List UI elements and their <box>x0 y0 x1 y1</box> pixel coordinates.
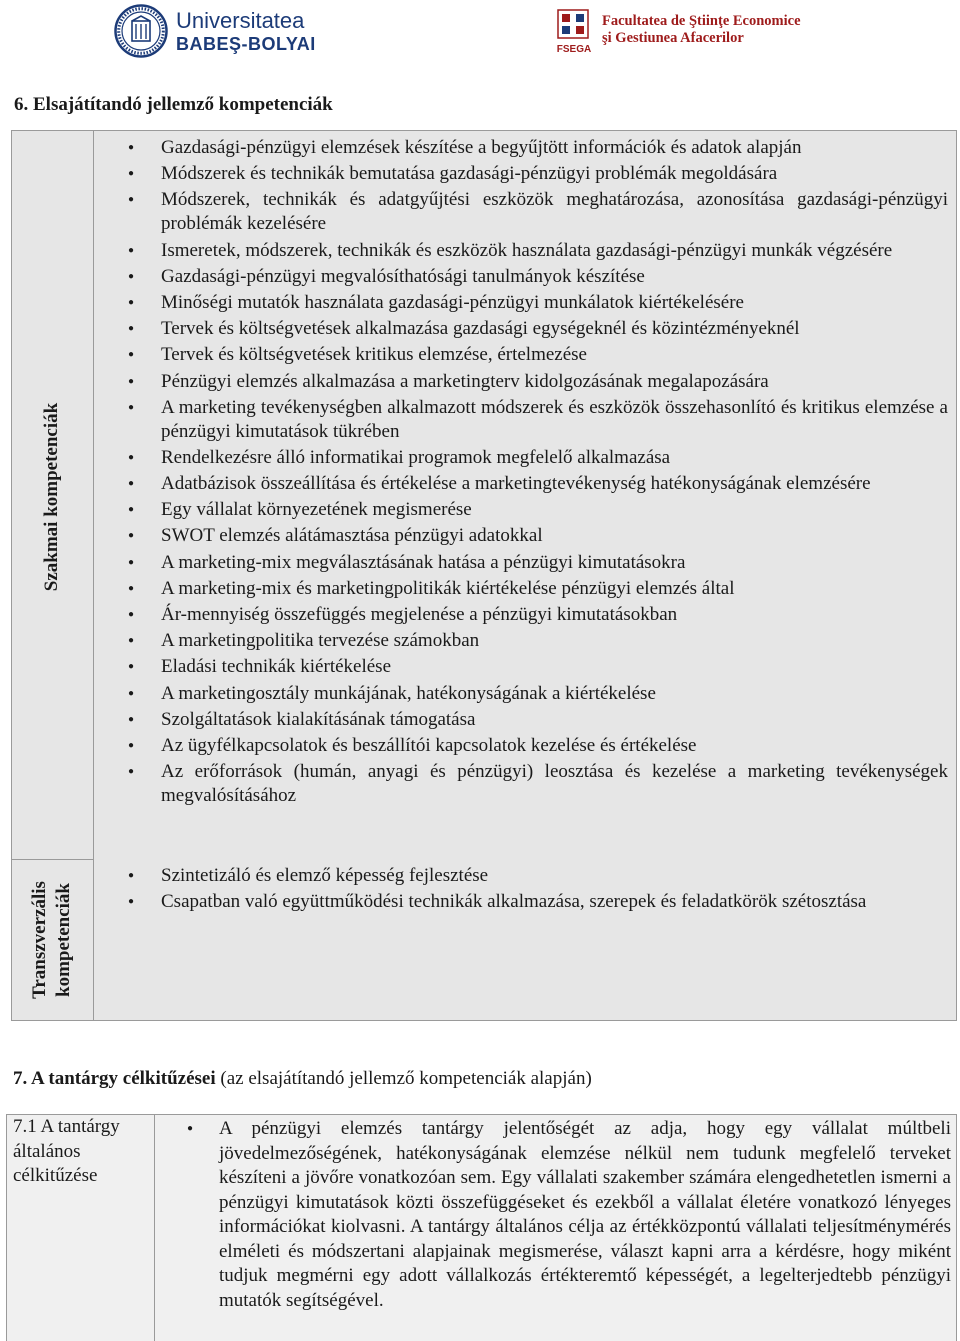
transversal-competencies-list <box>94 864 958 916</box>
list-item: ● A marketingpolitika tervezése számokban <box>94 629 958 653</box>
list-item: ● Eladási technikák kiértékelése <box>94 655 958 679</box>
university-name-line2: BABEŞ-BOLYAI <box>176 33 316 54</box>
list-item: ● Gazdasági-pénzügyi megvalósíthatósági tanulmányok készítése <box>94 265 958 289</box>
list-item: ● A marketing-mix megválasztásának hatása a pénzügyi kimutatásokra <box>94 551 958 575</box>
list-item: ● Adatbázisok összeállítása és értékelése a marketingtevékenység hatékonyságának elemzésére <box>94 472 958 496</box>
list-item: ● Minőségi mutatók használata gazdasági-pénzügyi munkálatok kiértékelésére <box>94 291 958 315</box>
professional-competencies-list <box>94 136 958 810</box>
list-item: ● Ismeretek, módszerek, technikák és eszközök használata gazdasági-pénzügyi munkák végzésére <box>94 239 958 263</box>
list-item: ● Szintetizáló és elemző képesség fejlesztése <box>94 864 958 888</box>
list-item: ● Tervek és költségvetések alkalmazása gazdasági egységeknél és közintézményeknél <box>94 317 958 341</box>
transversal-label-line2: kompetenciák <box>53 883 74 997</box>
section7-heading-rest: (az elsajátítandó jellemző kompetenciák alapján) <box>215 1068 592 1089</box>
list-item: ● Módszerek, technikák és adatgyűjtési eszközök meghatározása, azonosítása gazdasági-pénzügyi problémák kezelésére <box>94 188 958 236</box>
list-item: ● Az ügyfélkapcsolatok és beszállítói kapcsolatok kezelése és értékelése <box>94 734 958 758</box>
list-item: ● Tervek és költségvetések kritikus elemzése, értelmezése <box>94 343 958 367</box>
ubb-logo <box>114 4 316 58</box>
general-objective-list <box>155 1117 951 1313</box>
list-item: ● A marketing tevékenységben alkalmazott módszerek és eszközök összehasonlító és kritikus elemzése a pénzügyi kimutatások tükrében <box>94 396 958 444</box>
section7-heading-bold: 7. A tantárgy célkitűzései <box>13 1068 216 1089</box>
faculty-name-line2: şi Gestiunea Afacerilor <box>602 30 744 46</box>
general-objective-label: 7.1 A tantárgy általános célkitűzése <box>13 1116 120 1186</box>
list-item: ● Pénzügyi elemzés alkalmazása a marketingterv kidolgozásának megalapozására <box>94 370 958 394</box>
list-item: ● Rendelkezésre álló informatikai programok megfelelő alkalmazása <box>94 446 958 470</box>
list-item: ● A marketingosztály munkájának, hatékonyságának a kiértékelése <box>94 682 958 706</box>
faculty-emblem-icon <box>552 8 596 56</box>
list-item: ● SWOT elemzés alátámasztása pénzügyi adatokkal <box>94 524 958 548</box>
transversal-label-line1: Transzverzális <box>29 881 50 999</box>
university-seal-icon <box>114 4 168 58</box>
list-item: ● Ár-mennyiség összefüggés megjelenése a pénzügyi kimutatásokban <box>94 603 958 627</box>
objectives-table <box>6 1114 957 1341</box>
faculty-name-line1: Facultatea de Ştiinţe Economice <box>602 13 801 29</box>
university-name-line1: Universitatea <box>176 7 305 33</box>
page-header <box>0 0 960 62</box>
list-item: ● Csapatban való együttműködési technikák alkalmazása, szerepek és feladatkörök szétosztása <box>94 890 958 914</box>
competencies-table <box>11 130 957 1021</box>
list-item: ● Módszerek és technikák bemutatása gazdasági-pénzügyi problémák megoldására <box>94 162 958 186</box>
section7-heading <box>13 1068 592 1090</box>
section6-heading: 6. Elsajátítandó jellemző kompetenciák <box>14 94 333 115</box>
faculty-acronym: FSEGA <box>556 44 592 55</box>
list-item: ● Az erőforrások (humán, anyagi és pénzügyi) leosztása és kezelése a marketing tevékenységek megvalósításához <box>94 760 958 808</box>
professional-competencies-label: Szakmai kompetenciák <box>41 402 62 592</box>
list-item: ● Szolgáltatások kialakításának támogatása <box>94 708 958 732</box>
faculty-logo <box>552 8 801 56</box>
transversal-competencies-label <box>28 860 80 1020</box>
list-item: ● Gazdasági-pénzügyi elemzések készítése a begyűjtött információk és adatok alapján <box>94 136 958 160</box>
list-item: ● A pénzügyi elemzés tantárgy jelentőségét az adja, hogy egy vállalat múltbeli jövedelmezőségének, hatékonyságának elemzése nélkül nem tudunk megfelelő terveket készíteni a jövőre vonatkozóan sem. Egy vállalati szakember számára elengedhetetlen ismerni a pénzügyi kimutatások közti összefüggéseket és ezekből a vállalat életére vonatkozó lényeges információkat kiolvasni. A tantárgy általános célja az értékközpontú vállalati teljesítménymérés elméleti és módszertani alapjainak megismerése, választ kapni arra a kérdésre, hogy miként tudjuk megmérni egy adott vállalkozás értékteremtő képességét, a legelterjedtebb pénzügyi mutatók segítségével. <box>155 1117 951 1313</box>
list-item: ● Egy vállalat környezetének megismerése <box>94 498 958 522</box>
list-item: ● A marketing-mix és marketingpolitikák kiértékelése pénzügyi elemzés által <box>94 577 958 601</box>
